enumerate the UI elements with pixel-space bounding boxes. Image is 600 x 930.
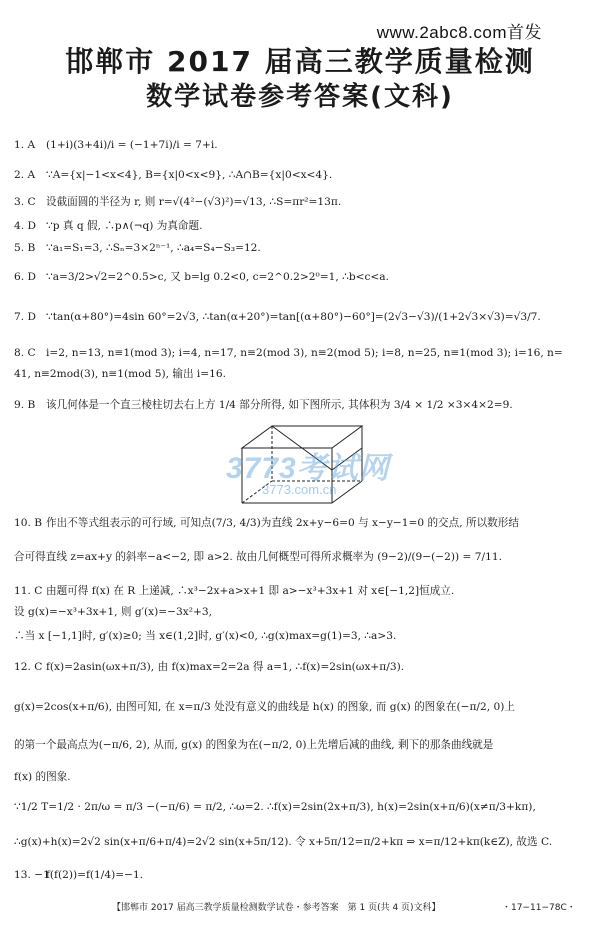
answer-item-8: 8. C i=2, n=13, n≡1(mod 3); i=4, n=17, n≡2(mod 3), n≡2(mod 5); i=8, n=25, n≡1(mod 3); i=16, n=: [14, 347, 563, 359]
answer-item-12-cont5: ∴g(x)+h(x)=2√2 sin(x+π/6+π/4)=2√2 sin(x+5π/12). 令 x+5π/12=π/2+kπ ⇒ x=π/12+kπ(k∈Z), 故选 C.: [14, 836, 553, 848]
answer-item-12-cont: g(x)=2cos(x+π/6), 由图可知, 在 x=π/3 处没有意义的曲线是 h(x) 的图象, 而 g(x) 的图象在(−π/2, 0)上: [14, 701, 515, 713]
answer-item-7: 7. D ∵tan(α+80°)=4sin 60°=2√3, ∴tan(α+20°)=tan[(α+80°)−60°]=(2√3−√3)/(1+2√3×√3)=√3/7.: [14, 311, 541, 323]
figure-watermark: 3773考试网: [226, 452, 390, 485]
answer-item-11-cont: 设 g(x)=−x³+3x+1, 则 g′(x)=−3x²+3,: [14, 606, 212, 618]
answer-item-12-cont3: f(x) 的图象.: [14, 771, 71, 783]
page-footer: 【邯郸市 2017 届高三教学质量检测数学试卷・参考答案 第 1 页(共 4 页)文科】: [112, 903, 441, 913]
page-title: 邯郸市 2017 届高三教学质量检测: [65, 45, 535, 78]
answer-item-8-cont: 41, n≡2mod(3), n≡1(mod 5), 输出 i=16.: [14, 368, 227, 380]
page-code: ・17−11−78C・: [502, 903, 576, 913]
answer-item-13: 13. −1f(f(2))=f(1/4)=−1.: [14, 869, 144, 881]
answer-item-6: 6. D ∵a=3/2>√2=2^0.5>c, 又 b=lg 0.2<0, c=2^0.2>2⁰=1, ∴b<c<a.: [14, 271, 389, 283]
answer-item-3: 3. C 设截面圆的半径为 r, 则 r=√(4²−(√3)²)=√13, ∴S=πr²=13π.: [14, 196, 342, 208]
answer-item-10: 10. B 作出不等式组表示的可行域, 可知点(7/3, 4/3)为直线 2x+y−6=0 与 x−y−1=0 的交点, 所以数形结: [14, 517, 519, 529]
answer-item-1: 1. A (1+i)(3+4i)/i = (−1+7i)/i = 7+i.: [14, 139, 218, 151]
answer-item-10-cont: 合可得直线 z=ax+y 的斜率−a<−2, 即 a>2. 故由几何概型可得所求概率为 (9−2)/(9−(−2)) = 7/11.: [14, 551, 502, 563]
page-subtitle: 数学试卷参考答案(文科): [146, 82, 454, 112]
site-watermark: www.2abc8.com首发: [376, 23, 542, 42]
answer-item-12-cont4: ∵1/2 T=1/2 · 2π/ω = π/3 −(−π/6) = π/2, ∴ω=2. ∴f(x)=2sin(2x+π/3), h(x)=2sin(x+π/6)(x≠π/3+kπ),: [14, 801, 536, 813]
answer-item-9: 9. B 该几何体是一个直三棱柱切去右上方 1/4 部分所得, 如下图所示, 其体积为 3/4 × 1/2 ×3×4×2=9.: [14, 399, 513, 411]
answer-item-4: 4. D ∵p 真 q 假, ∴p∧(¬q) 为真命题.: [14, 220, 203, 232]
answer-item-2: 2. A ∵A={x|−1<x<4}, B={x|0<x<9}, ∴A∩B={x|0<x<4}.: [14, 169, 333, 181]
answer-item-12-cont2: 的第一个最高点为(−π/6, 2), 从而, g(x) 的图象为在(−π/2, 0)上先增后减的曲线, 剩下的那条曲线就是: [14, 739, 494, 751]
answer-item-11-cont2: ∴当 x [−1,1]时, g′(x)≥0; 当 x∈(1,2]时, g′(x)<0, ∴g(x)max=g(1)=3, ∴a>3.: [14, 630, 397, 642]
answer-item-11: 11. C 由题可得 f(x) 在 R 上递减, ∴x³−2x+a>x+1 即 a>−x³+3x+1 对 x∈[−1,2]恒成立.: [14, 585, 455, 597]
answer-item-12: 12. C f(x)=2asin(ωx+π/3), 由 f(x)max=2=2a 得 a=1, ∴f(x)=2sin(ωx+π/3).: [14, 661, 405, 673]
figure-watermark-url: 3773.com.cn: [262, 482, 337, 497]
answer-item-5: 5. B ∵a₁=S₁=3, ∴Sₙ=3×2ⁿ⁻¹, ∴a₄=S₄−S₃=12.: [14, 242, 261, 254]
